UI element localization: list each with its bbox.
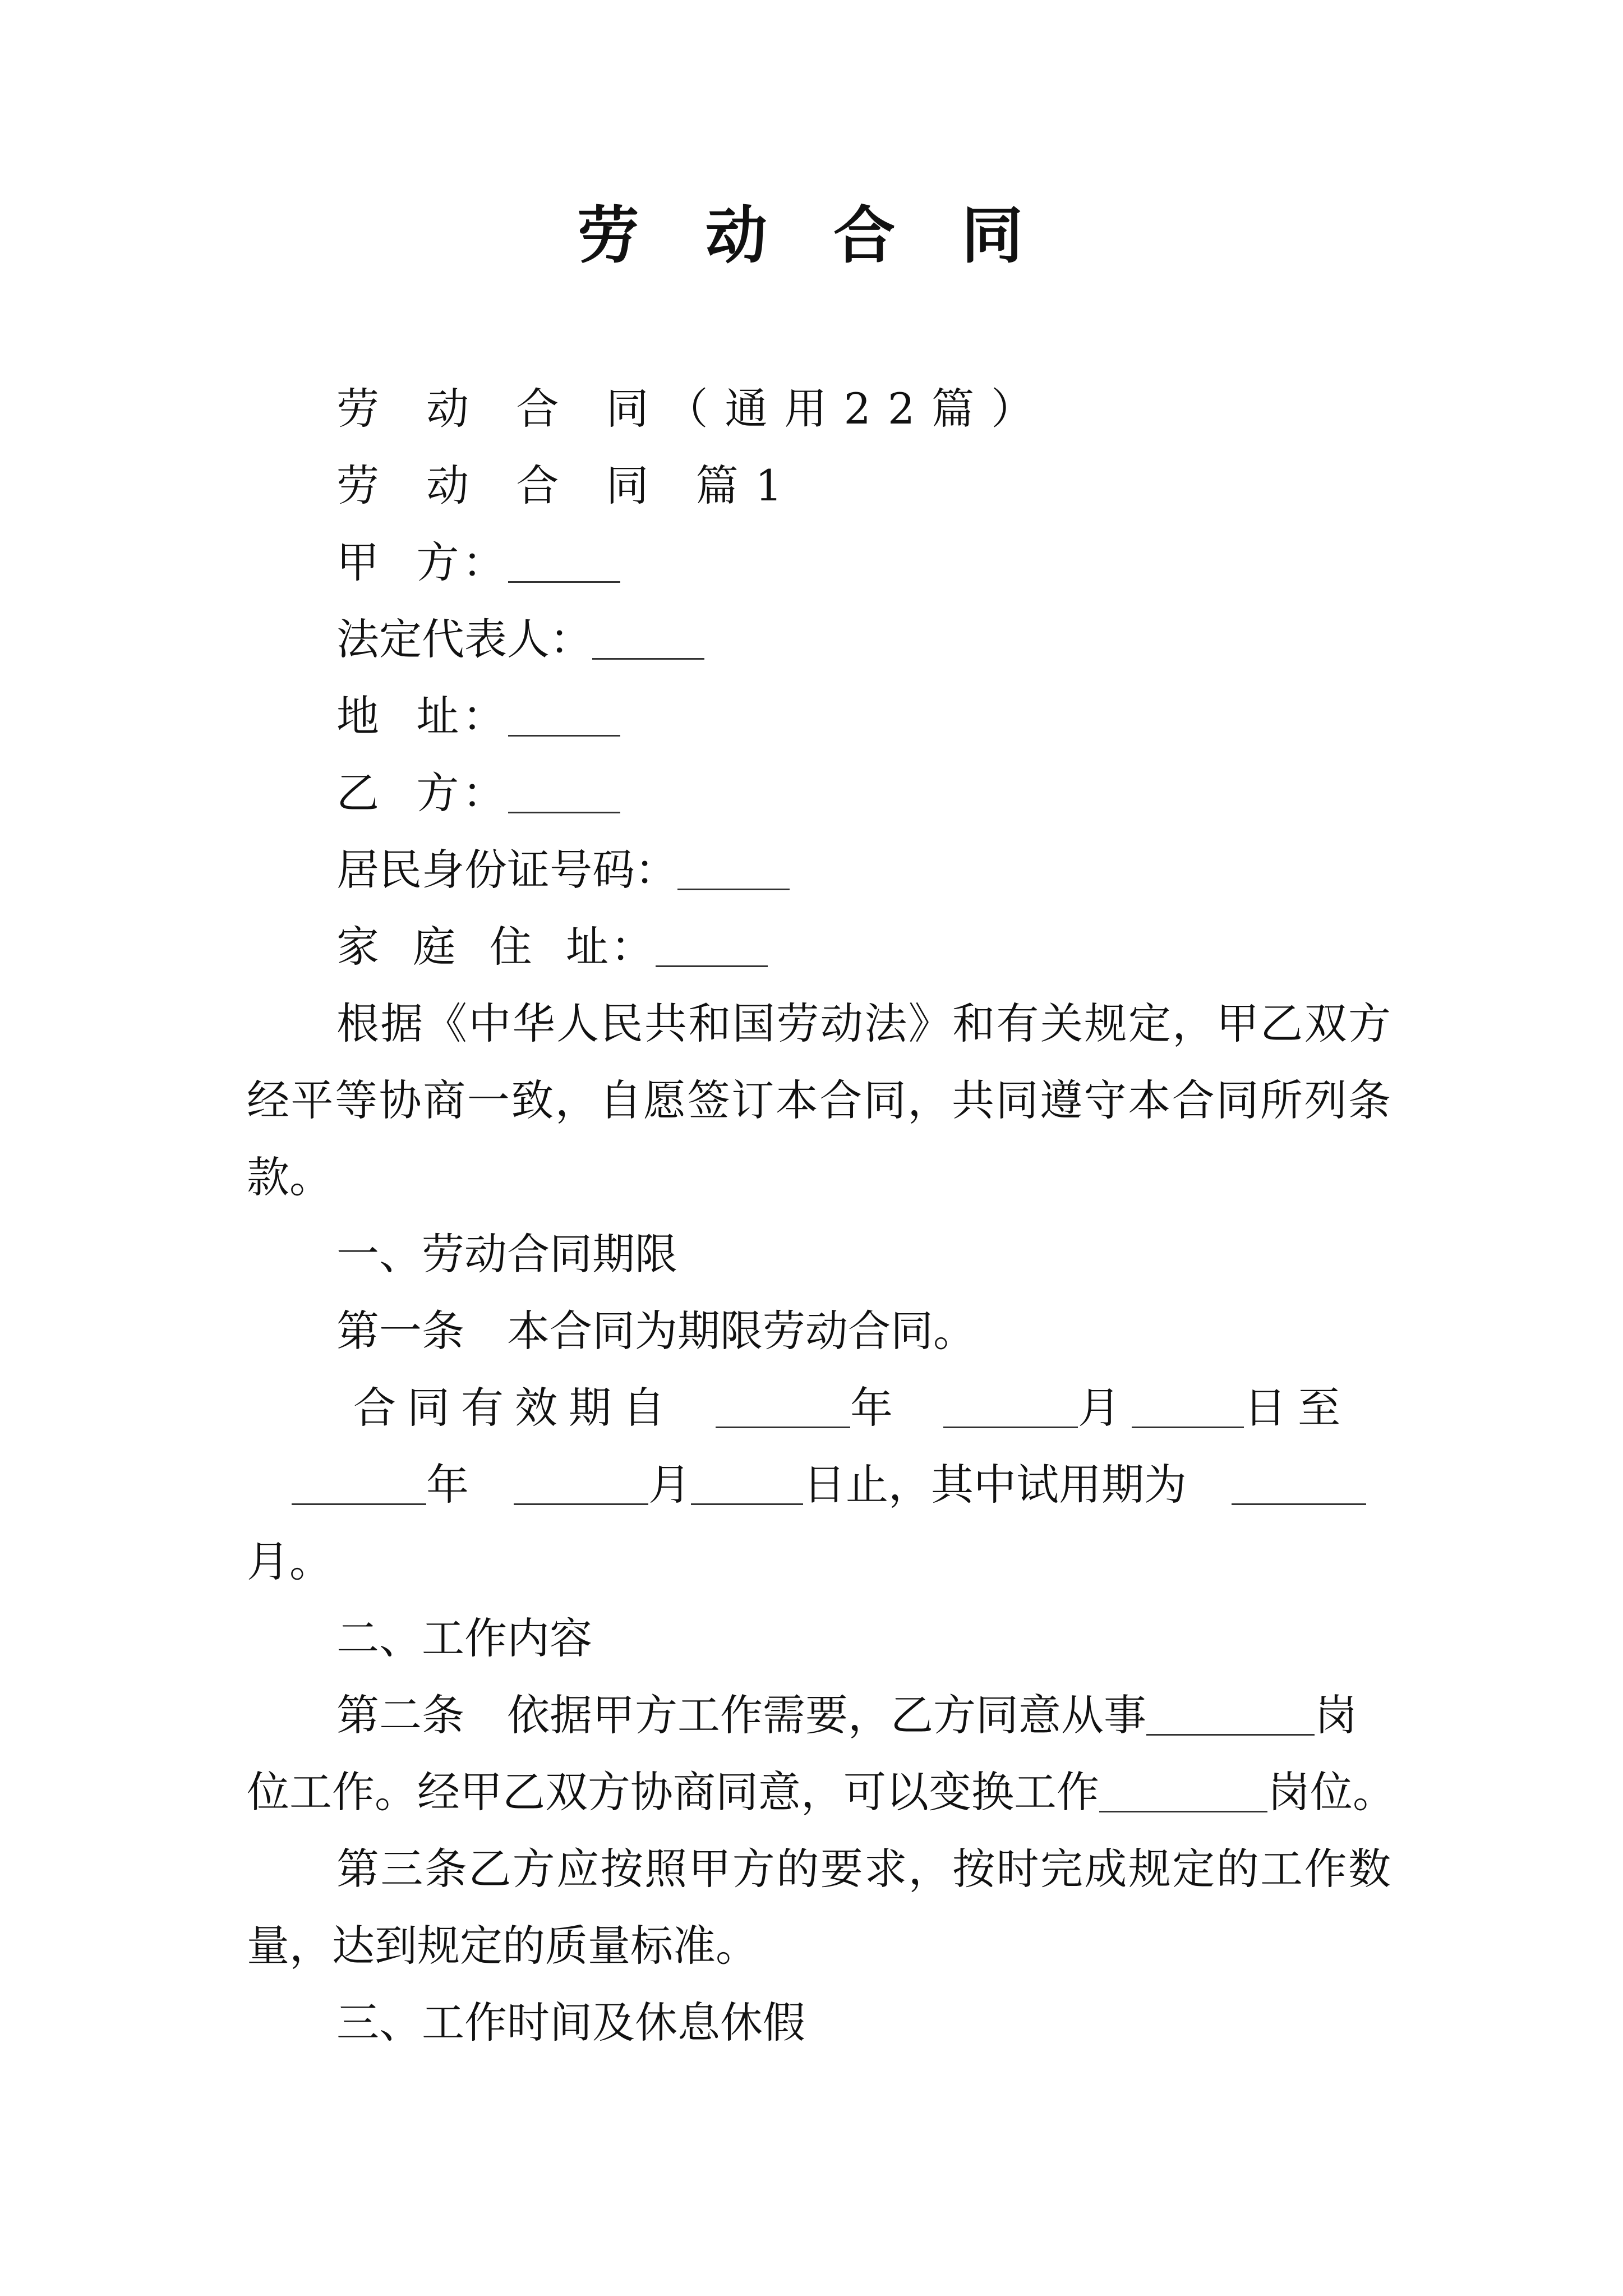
new-position-blank [1099,1767,1267,1812]
probation-blank [1232,1460,1366,1505]
party-a-line [247,524,1391,601]
party-b-blank [508,768,620,813]
term-line-3: 月。 [247,1536,332,1586]
term-end-year-label: 年 [426,1460,469,1510]
article-1: 第一条 本合同为期限劳动合同。 [336,1306,976,1356]
address-blank [508,691,620,737]
intro-paragraph: 根据《中华人民共和国劳动法》和有关规定，甲乙双方经平等协商一致，自愿签订本合同，共同遵守本合同所列条款。 [247,999,1391,1202]
id-blank [677,845,790,890]
section-1-heading: 一、劳动合同期限 [336,1229,677,1279]
rep-blank [592,614,704,660]
term-day-to-label: 日至 [1244,1383,1352,1433]
doc-section-heading: 劳 动 合 同 篇1 [336,461,799,510]
term-line-2 [247,1446,1391,1523]
position-blank [1146,1690,1315,1736]
term-start-year-blank [716,1383,850,1428]
term-end-month-label: 月 [648,1460,691,1510]
article-3: 第三条乙方应按照甲方的要求，按时完成规定的工作数量，达到规定的质量标准。 [247,1844,1391,1971]
term-end-year-blank [292,1460,426,1505]
party-b-line [247,754,1391,831]
term-start-label: 合同有效期自 [353,1383,676,1433]
party-b-label: 乙 方： [336,768,509,818]
party-a-label: 甲 方： [336,537,509,587]
term-end-day-label: 日止，其中试用期为 [803,1460,1187,1510]
term-month-label: 月 [1078,1383,1132,1433]
section-2-heading: 二、工作内容 [336,1613,592,1663]
article-2-line-1 [247,1677,1391,1754]
article-2-text-b: 位工作。经甲乙双方协商同意，可以变换工作 [247,1767,1099,1817]
term-start-day-blank [1132,1383,1244,1428]
document-title: 劳 动 合 同 [577,199,1046,272]
address-line [247,678,1391,754]
article-2-text-c: 岗位。 [1267,1767,1395,1817]
article-2-text-b-start: 岗 [1315,1690,1357,1740]
home-line [247,908,1391,985]
home-blank [656,922,768,967]
term-year-label: 年 [850,1383,904,1433]
id-label: 居民身份证号码： [336,845,677,895]
term-line-1 [247,1369,1391,1446]
party-a-blank [508,537,620,583]
rep-line [247,601,1391,678]
address-label: 地 址： [336,691,509,741]
rep-label: 法定代表人： [336,614,592,664]
document-body [247,370,1395,2061]
article-2-line-2 [247,1754,1395,1830]
id-line [247,831,1391,908]
article-2-text-a: 第二条 依据甲方工作需要，乙方同意从事 [336,1690,1146,1740]
section-3-heading: 三、工作时间及休息休假 [336,1998,805,2047]
term-end-month-blank [514,1460,648,1505]
term-end-day-blank [691,1460,803,1505]
doc-subtitle: 劳 动 合 同（通用22篇） [336,384,1051,434]
home-label: 家 庭 住 址： [336,922,656,972]
term-start-month-blank [943,1383,1078,1428]
